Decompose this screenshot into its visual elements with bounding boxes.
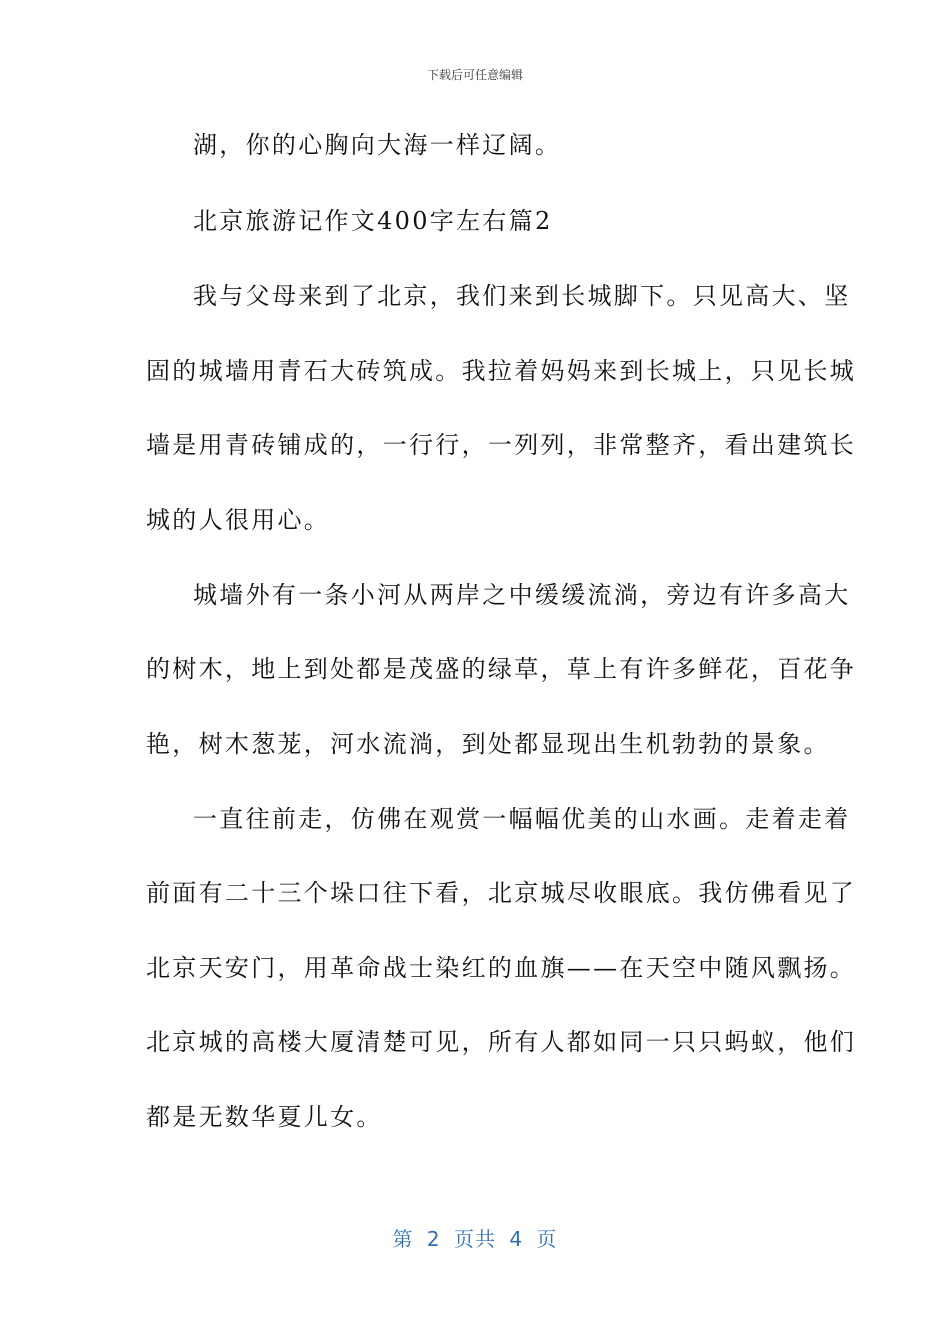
text-line: 城的人很用心。: [146, 506, 331, 534]
text-line: 城墙外有一条小河从两岸之中缓缓流淌，旁边有许多高大: [193, 581, 851, 609]
text-line: 墙是用青砖铺成的，一行行，一列列，非常整齐，看出建筑长: [146, 431, 857, 459]
text-line: 一直往前走，仿佛在观赏一幅幅优美的山水画。走着走着: [193, 805, 851, 833]
text-line: 北京天安门，用革命战士染红的血旗——在天空中随风飘扬。: [146, 954, 857, 982]
header-note: 下载后可任意编辑: [426, 68, 523, 82]
text-line: 固的城墙用青石大砖筑成。我拉着妈妈来到长城上，只见长城: [146, 357, 857, 385]
text-line: 北京城的高楼大厦清楚可见，所有人都如同一只只蚂蚁，他们: [146, 1028, 857, 1056]
section-heading: 北京旅游记作文400字左右篇2: [193, 207, 553, 235]
text-line: 的树木，地上到处都是茂盛的绿草，草上有许多鲜花，百花争: [146, 655, 857, 683]
text-line: 我与父母来到了北京，我们来到长城脚下。只见高大、坚: [193, 282, 851, 310]
text-line: 都是无数华夏儿女。: [146, 1103, 383, 1131]
text-line: 湖，你的心胸向大海一样辽阔。: [193, 131, 562, 159]
page-number: 第 2 页共 4 页: [392, 1227, 558, 1251]
text-line: 前面有二十三个垛口往下看，北京城尽收眼底。我仿佛看见了: [146, 879, 857, 907]
text-line: 艳，树木葱茏，河水流淌，到处都显现出生机勃勃的景象。: [146, 730, 830, 758]
